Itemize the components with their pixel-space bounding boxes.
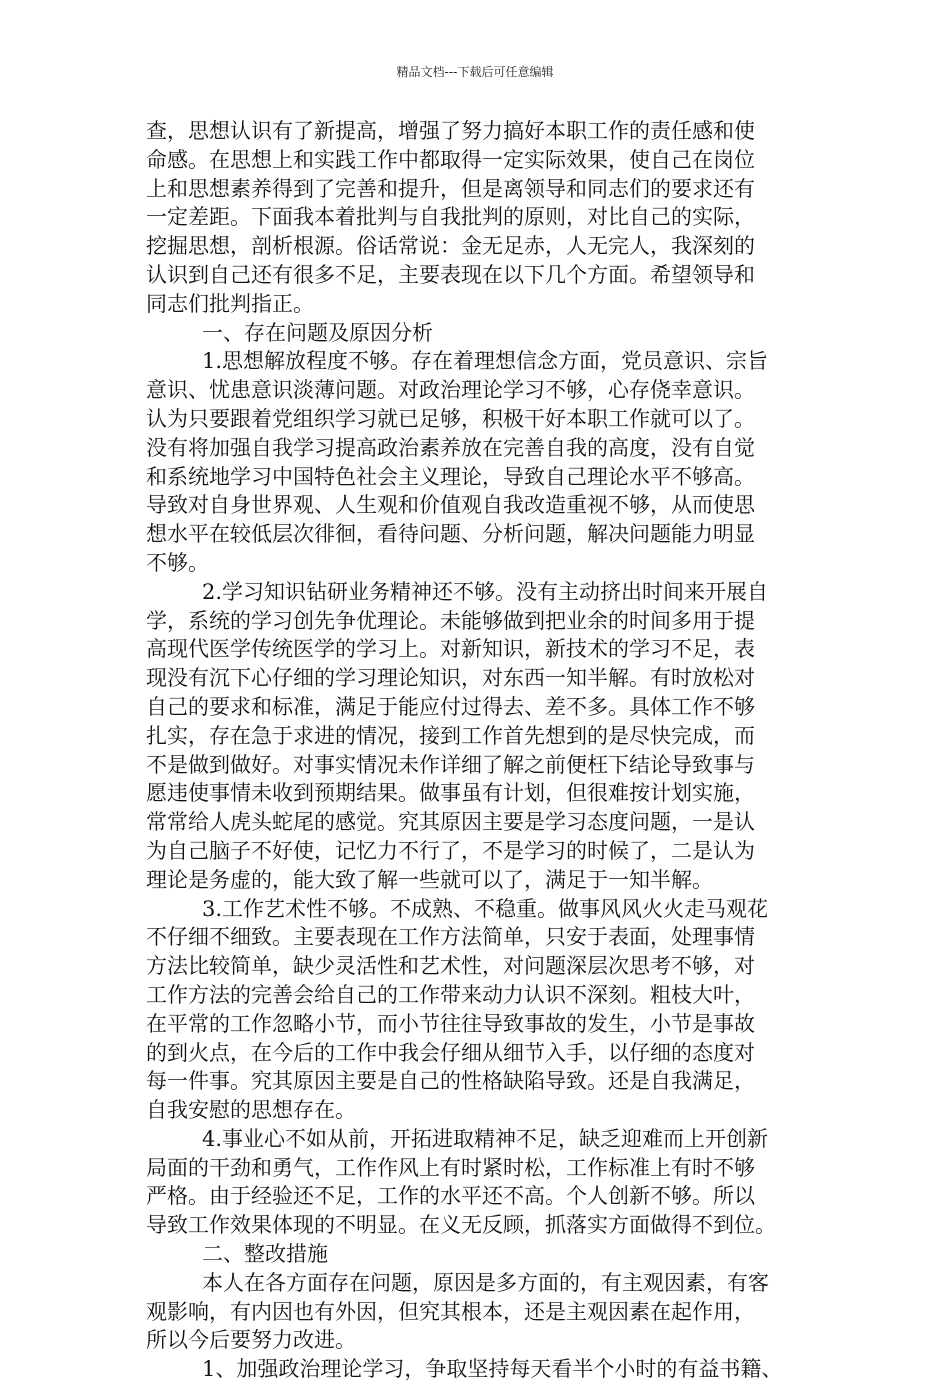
document-body xyxy=(146,117,818,1384)
text-line: 每一件事。究其原因主要是自己的性格缺陷导致。还是自我满足， xyxy=(146,1069,755,1094)
text-line: 扎实，存在急于求进的情况，接到工作首先想到的是尽快完成，而 xyxy=(146,723,755,748)
text-line: 1、加强政治理论学习，争取坚持每天看半个小时的有益书籍、 xyxy=(202,1357,783,1382)
text-line: 方法比较简单，缺少灵活性和艺术性，对问题深层次思考不够，对 xyxy=(146,954,755,979)
text-line: 想水平在较低层次徘徊，看待问题、分析问题，解决问题能力明显 xyxy=(146,522,755,547)
text-line: 自己的要求和标准，满足于能应付过得去、差不多。具体工作不够 xyxy=(146,694,755,719)
text-line: 认为只要跟着党组织学习就已足够，积极干好本职工作就可以了。 xyxy=(146,406,755,431)
text-line: 常常给人虎头蛇尾的感觉。究其原因主要是学习态度问题，一是认 xyxy=(146,810,755,835)
text-line: 所以今后要努力改进。 xyxy=(146,1328,356,1353)
text-line: 不够。 xyxy=(146,550,209,575)
text-line: 没有将加强自我学习提高政治素养放在完善自我的高度，没有自觉 xyxy=(146,435,755,460)
text-line: 3.工作艺术性不够。不成熟、不稳重。做事风风火火走马观花 xyxy=(202,896,769,921)
text-line: 严格。由于经验还不足，工作的水平还不高。个人创新不够。所以 xyxy=(146,1184,755,1209)
text-line: 愿违使事情未收到预期结果。做事虽有计划，但很难按计划实施， xyxy=(146,781,755,806)
page-header: 精品文档---下载后可任意编辑 xyxy=(396,65,554,79)
text-line: 观影响，有内因也有外因，但究其根本，还是主观因素在起作用， xyxy=(146,1299,755,1324)
text-line: 理论是务虚的，能大致了解一些就可以了，满足于一知半解。 xyxy=(146,867,713,892)
text-line: 导致对自身世界观、人生观和价值观自我改造重视不够，从而使思 xyxy=(146,493,755,518)
text-line: 导致工作效果体现的不明显。在义无反顾，抓落实方面做得不到位。 xyxy=(146,1213,776,1238)
text-line: 同志们批判指正。 xyxy=(146,291,314,316)
text-line: 高现代医学传统医学的学习上。对新知识，新技术的学习不足，表 xyxy=(146,637,755,662)
text-line: 2.学习知识钻研业务精神还不够。没有主动挤出时间来开展自 xyxy=(202,579,769,604)
text-line: 学，系统的学习创先争优理论。未能够做到把业余的时间多用于提 xyxy=(146,608,755,633)
text-line: 局面的干劲和勇气，工作作风上有时紧时松，工作标准上有时不够 xyxy=(146,1155,755,1180)
text-line: 1.思想解放程度不够。存在着理想信念方面，党员意识、宗旨 xyxy=(202,349,769,374)
text-line: 认识到自己还有很多不足，主要表现在以下几个方面。希望领导和 xyxy=(146,262,755,287)
text-line: 上和思想素养得到了完善和提升，但是离领导和同志们的要求还有 xyxy=(146,176,755,201)
text-line: 不仔细不细致。主要表现在工作方法简单，只安于表面，处理事情 xyxy=(146,925,755,950)
text-line: 一定差距。下面我本着批判与自我批判的原则，对比自己的实际， xyxy=(146,205,755,230)
text-line: 在平常的工作忽略小节，而小节往往导致事故的发生，小节是事故 xyxy=(146,1011,755,1036)
text-line: 二、整改措施 xyxy=(202,1242,328,1267)
text-line: 意识、忧患意识淡薄问题。对政治理论学习不够，心存侥幸意识。 xyxy=(146,378,755,403)
text-line: 查，思想认识有了新提高，增强了努力搞好本职工作的责任感和使 xyxy=(146,119,755,143)
text-line: 和系统地学习中国特色社会主义理论，导致自己理论水平不够高。 xyxy=(146,464,755,489)
text-line: 4.事业心不如从前，开拓进取精神不足，缺乏迎难而上开创新 xyxy=(202,1126,769,1151)
text-line: 现没有沉下心仔细的学习理论知识，对东西一知半解。有时放松对 xyxy=(146,666,755,691)
text-line: 的到火点，在今后的工作中我会仔细从细节入手，以仔细的态度对 xyxy=(146,1040,755,1065)
text-line: 本人在各方面存在问题，原因是多方面的，有主观因素，有客 xyxy=(202,1270,769,1295)
text-line: 自我安慰的思想存在。 xyxy=(146,1098,356,1123)
text-line: 不是做到做好。对事实情况未作详细了解之前便枉下结论导致事与 xyxy=(146,752,755,777)
text-line: 为自己脑子不好使，记忆力不行了，不是学习的时候了，二是认为 xyxy=(146,838,755,863)
text-line: 一、存在问题及原因分析 xyxy=(202,320,433,345)
text-line: 工作方法的完善会给自己的工作带来动力认识不深刻。粗枝大叶， xyxy=(146,982,755,1007)
text-line: 挖掘思想，剖析根源。俗话常说：金无足赤，人无完人，我深刻的 xyxy=(146,234,755,259)
text-line: 命感。在思想上和实践工作中都取得一定实际效果，使自己在岗位 xyxy=(146,147,755,172)
